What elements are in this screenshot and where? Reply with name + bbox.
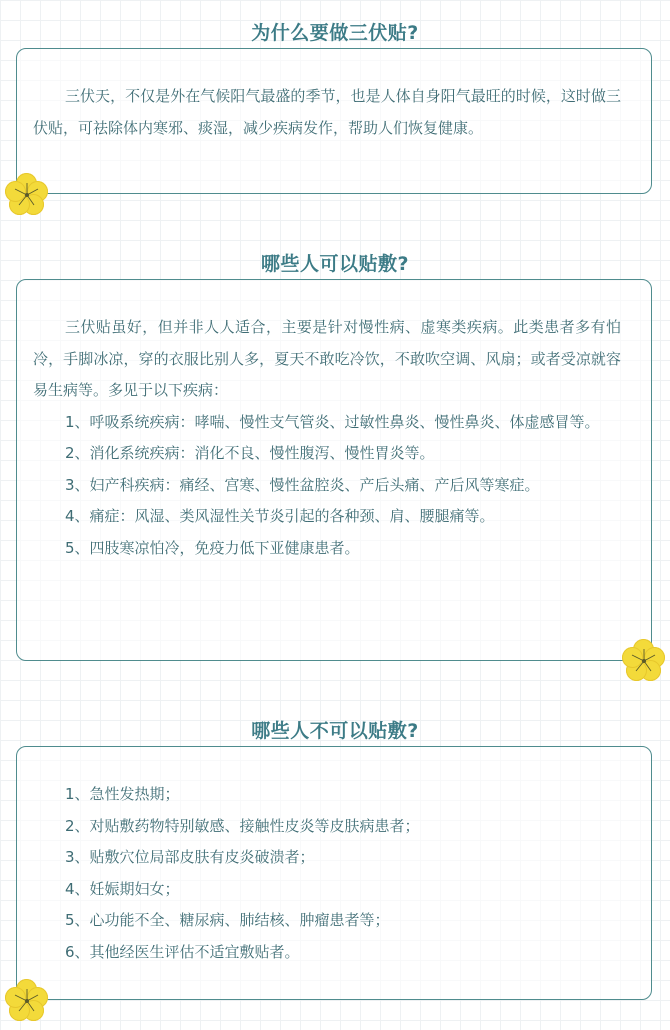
section-2-card: [16, 279, 652, 661]
section-3-card: [16, 746, 652, 1000]
list-item: 4、妊娠期妇女；: [65, 879, 180, 898]
section-2-title: 哪些人可以贴敷?: [260, 253, 410, 275]
section-3-title: 哪些人不可以贴敷?: [251, 720, 419, 742]
list-item: 2、消化系统疾病：消化不良、慢性腹泻、慢性胃炎等。: [65, 444, 435, 462]
flower-decoration-icon: [622, 639, 666, 683]
list-item: 1、急性发热期；: [65, 785, 180, 803]
list-item: 6、其他经医生评估不适宜敷贴者。: [65, 942, 300, 961]
list-item: 3、妇产科疾病：痛经、宫寒、慢性盆腔炎、产后头痛、产后风等寒症。: [65, 475, 540, 494]
list-item: 5、四肢寒凉怕冷，免疫力低下亚健康患者。: [65, 538, 360, 557]
section-1-title: 为什么要做三伏贴?: [251, 22, 419, 44]
list-item: 4、痛症：风湿、类风湿性关节炎引起的各种颈、肩、腰腿痛等。: [65, 507, 495, 525]
section-1-paragraph: 三伏天，不仅是外在气候阳气最盛的季节，也是人体自身阳气最旺的时候，这时做三伏贴，可祛除体内寒邪、痰湿，减少疾病发作，帮助人们恢复健康。: [33, 87, 621, 137]
flower-decoration-icon: [5, 979, 49, 1023]
section-2-intro: 三伏贴虽好，但并非人人适合，主要是针对慢性病、虚寒类疾病。此类患者多有怕冷，手脚冰凉，穿的衣服比别人多，夏天不敢吃冷饮，不敢吹空调、风扇；或者受凉就容易生病等。多见于以下疾病：: [33, 318, 621, 399]
list-item: 2、对贴敷药物特别敏感、接触性皮炎等皮肤病患者；: [65, 816, 420, 835]
section-1-card: [16, 48, 652, 194]
list-item: 3、贴敷穴位局部皮肤有皮炎破溃者；: [65, 848, 315, 866]
list-item: 1、呼吸系统疾病：哮喘、慢性支气管炎、过敏性鼻炎、慢性鼻炎、体虚感冒等。: [65, 412, 600, 431]
list-item: 5、心功能不全、糖尿病、肺结核、肿瘤患者等；: [65, 911, 390, 929]
flower-decoration-icon: [5, 173, 49, 217]
